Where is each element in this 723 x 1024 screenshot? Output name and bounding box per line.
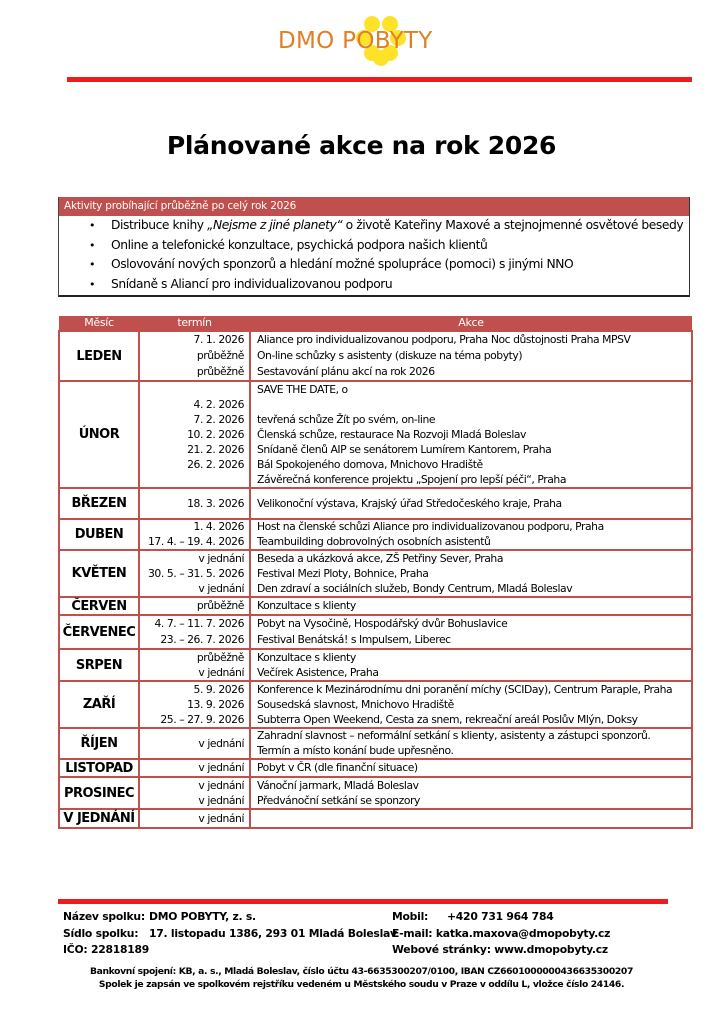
ongoing-item <box>59 236 689 256</box>
table-row <box>59 550 692 597</box>
action-line: Host na členské schůzi Aliance pro individualizovanou podporu, Praha <box>257 520 604 533</box>
action-line: Předvánoční setkání se sponzory <box>257 794 420 807</box>
plan-table <box>58 316 693 829</box>
date-line: v jednání <box>198 779 244 792</box>
month-cell: V JEDNÁNÍ <box>59 809 139 828</box>
ongoing-item <box>59 275 689 295</box>
action-line: Beseda a ukázková akce, ZŠ Petřiny Sever, Praha <box>257 552 503 565</box>
table-row <box>59 809 692 828</box>
footer-legal <box>0 965 723 991</box>
date-line: v jednání <box>198 812 244 825</box>
date-cell <box>139 649 250 681</box>
action-line: Aliance pro individualizovanou podporu, Praha Noc důstojnosti Praha MPSV <box>257 333 631 346</box>
action-line: Konzultace s klienty <box>257 599 356 612</box>
page-title: Plánované akce na rok 2026 <box>166 131 557 160</box>
logo <box>270 14 460 64</box>
action-cell <box>250 759 692 777</box>
bullet-icon: • <box>89 277 96 291</box>
book-title: „Nejsme z jiné planety“ <box>207 218 343 232</box>
month-cell: DUBEN <box>59 519 139 550</box>
bullet-icon: • <box>89 258 96 272</box>
table-row <box>59 649 692 681</box>
footer-org-info <box>63 909 397 959</box>
action-line: tevřená schůze Žít po svém, on-line <box>257 413 436 426</box>
month-cell: LISTOPAD <box>59 759 139 777</box>
action-cell <box>250 488 692 519</box>
date-cell <box>139 381 250 488</box>
action-line: Sestavování plánu akcí na rok 2026 <box>257 365 435 378</box>
table-row <box>59 759 692 777</box>
action-line: Závěrečná konference projektu „Spojení pro lepší péči“, Praha <box>257 473 566 486</box>
ongoing-item <box>59 255 689 275</box>
table-row <box>59 615 692 649</box>
table-row <box>59 681 692 728</box>
action-line: Festival Mezi Ploty, Bohnice, Praha <box>257 567 429 580</box>
month-cell: ÚNOR <box>59 381 139 488</box>
date-line: 23. – 26. 7. 2026 <box>160 633 244 646</box>
mobile-number[interactable]: +420 731 964 784 <box>447 910 554 923</box>
date-cell <box>139 728 250 759</box>
date-line: v jednání <box>198 552 244 565</box>
date-cell <box>139 615 250 649</box>
date-line: průběžně <box>196 599 244 612</box>
date-line: 25. – 27. 9. 2026 <box>160 713 244 726</box>
action-line: Členská schůze, restaurace Na Rozvoji Mladá Boleslav <box>257 428 526 441</box>
org-seat: 17. listopadu 1386, 293 01 Mladá Boleslav <box>149 926 397 940</box>
ongoing-list <box>59 216 689 294</box>
org-ico: IČO: 22818189 <box>63 943 150 956</box>
action-cell <box>250 681 692 728</box>
table-row <box>59 728 692 759</box>
footer-contact <box>392 909 610 959</box>
month-cell: LEDEN <box>59 331 139 381</box>
date-cell <box>139 331 250 381</box>
date-line: 7. 1. 2026 <box>193 333 244 346</box>
ongoing-item-text: Oslovování nových sponzorů a hledání možné spolupráce (pomoci) s jinými NNO <box>111 257 574 272</box>
action-cell <box>250 649 692 681</box>
action-cell <box>250 381 692 488</box>
month-cell: PROSINEC <box>59 777 139 809</box>
action-line: Vánoční jarmark, Mladá Boleslav <box>257 779 419 792</box>
action-cell <box>250 597 692 615</box>
website[interactable]: Webové stránky: www.dmopobyty.cz <box>392 943 608 956</box>
action-line: Pobyt na Vysočině, Hospodářský dvůr Bohuslavice <box>257 617 508 630</box>
date-cell <box>139 759 250 777</box>
action-cell <box>250 519 692 550</box>
action-line: Festival Benátská! s Impulsem, Liberec <box>257 633 451 646</box>
register-info: Spolek je zapsán ve spolkovém rejstříku vedeném u Městského soudu v Praze v oddílu L, vložce číslo 24146. <box>98 979 625 990</box>
date-line: průběžně <box>196 349 244 362</box>
action-line <box>257 810 691 827</box>
action-line: Zahradní slavnost – neformální setkání s klienty, asistenty a zástupci sponzorů. <box>257 729 651 742</box>
table-row <box>59 519 692 550</box>
date-line: v jednání <box>198 582 244 595</box>
action-line: Termín a místo konání bude upřesněno. <box>257 743 454 757</box>
action-cell <box>250 728 692 759</box>
action-line: Velikonoční výstava, Krajský úřad Středočeského kraje, Praha <box>257 497 562 510</box>
date-line: průběžně <box>196 365 244 378</box>
action-line: On-line schůzky s asistenty (diskuze na téma pobyty) <box>257 349 523 362</box>
month-cell: KVĚTEN <box>59 550 139 597</box>
ongoing-item-text: Online a telefonické konzultace, psychická podpora našich klientů <box>111 237 488 252</box>
date-line: průběžně <box>196 651 244 664</box>
date-line: v jednání <box>198 761 244 774</box>
header-action: Akce <box>250 316 692 331</box>
month-cell: BŘEZEN <box>59 488 139 519</box>
date-line: v jednání <box>198 794 244 807</box>
ongoing-item-text: Distribuce knihy <box>111 218 208 232</box>
date-line: 7. 2. 2026 <box>193 413 244 426</box>
date-cell <box>139 777 250 809</box>
bank-info: Bankovní spojení: KB, a. s., Mladá Boleslav, číslo účtu 43-6635300207/0100, IBAN CZ6601000000436635300207 <box>89 966 634 977</box>
date-line: 13. 9. 2026 <box>187 698 244 711</box>
ongoing-item <box>59 216 689 236</box>
date-line: 21. 2. 2026 <box>187 443 244 456</box>
date-line <box>140 382 244 397</box>
table-row <box>59 488 692 519</box>
plan-header-row <box>59 316 692 331</box>
month-cell: ČERVENEC <box>59 615 139 649</box>
date-line <box>140 472 244 487</box>
header-date: termín <box>139 316 250 331</box>
action-cell <box>250 331 692 381</box>
ongoing-item-text-rest: o životě Kateřiny Maxové a stejnojmenné osvětové besedy <box>342 218 684 232</box>
bullet-icon: • <box>89 238 96 252</box>
date-cell <box>139 550 250 597</box>
date-cell <box>139 681 250 728</box>
date-line: 30. 5. – 31. 5. 2026 <box>148 567 244 580</box>
date-line: 4. 2. 2026 <box>193 398 244 411</box>
date-cell <box>139 597 250 615</box>
date-cell <box>139 488 250 519</box>
date-line: 1. 4. 2026 <box>193 520 244 533</box>
logo-text: DMO POBYTY <box>278 28 433 54</box>
action-line: Bál Spokojeného domova, Mnichovo Hradiště <box>257 458 483 471</box>
email[interactable]: E-mail: katka.maxova@dmopobyty.cz <box>392 926 611 940</box>
action-line: SAVE THE DATE, o <box>257 383 348 396</box>
date-line: 5. 9. 2026 <box>193 683 244 696</box>
date-line: v jednání <box>198 666 244 679</box>
ongoing-item-text: Snídaně s Aliancí pro individualizovanou podporu <box>111 276 393 291</box>
ongoing-heading: Aktivity probíhající průběžně po celý rok 2026 <box>59 197 689 216</box>
date-line: 26. 2. 2026 <box>187 458 244 471</box>
org-name-label: Název spolku: <box>63 910 145 923</box>
action-cell <box>250 615 692 649</box>
month-cell: ŘÍJEN <box>59 728 139 759</box>
mobile-label: Mobil: <box>392 910 429 923</box>
action-line <box>257 397 691 412</box>
action-line: Konzultace s klienty <box>257 651 356 664</box>
table-row <box>59 597 692 615</box>
bullet-icon: • <box>89 219 96 232</box>
table-row <box>59 777 692 809</box>
action-line: Den zdraví a sociálních služeb, Bondy Centrum, Mladá Boleslav <box>257 582 573 595</box>
table-row <box>59 381 692 488</box>
date-cell <box>139 519 250 550</box>
org-seat-label: Sídlo spolku: <box>63 926 139 940</box>
date-line: v jednání <box>198 737 244 750</box>
action-line: Večírek Asistence, Praha <box>257 666 379 679</box>
action-line: Subterra Open Weekend, Cesta za snem, rekreační areál Poslův Mlýn, Doksy <box>257 713 638 726</box>
action-line: Teambuilding dobrovolných osobních asistentů <box>257 534 491 548</box>
header-month: Měsíc <box>59 316 139 331</box>
date-line: 18. 3. 2026 <box>187 497 244 510</box>
date-cell <box>139 809 250 828</box>
month-cell: SRPEN <box>59 649 139 681</box>
action-line: Konference k Mezinárodnímu dni poranění míchy (SCIDay), Centrum Paraple, Praha <box>257 683 673 696</box>
org-name: DMO POBYTY, z. s. <box>149 910 256 923</box>
month-cell: ZAŘÍ <box>59 681 139 728</box>
footer-divider <box>58 899 668 904</box>
action-cell <box>250 809 692 828</box>
month-cell: ČERVEN <box>59 597 139 615</box>
date-line: 4. 7. – 11. 7. 2026 <box>154 617 244 630</box>
action-line: Sousedská slavnost, Mnichovo Hradiště <box>257 698 454 711</box>
date-line: 17. 4. – 19. 4. 2026 <box>148 534 244 548</box>
date-line: 10. 2. 2026 <box>187 428 244 441</box>
action-line: Snídaně členů AIP se senátorem Lumírem Kantorem, Praha <box>257 443 552 456</box>
action-cell <box>250 550 692 597</box>
header-divider <box>67 77 692 82</box>
table-row <box>59 331 692 381</box>
ongoing-activities <box>58 197 690 297</box>
action-line: Pobyt v ČR (dle finanční situace) <box>257 761 418 774</box>
action-cell <box>250 777 692 809</box>
